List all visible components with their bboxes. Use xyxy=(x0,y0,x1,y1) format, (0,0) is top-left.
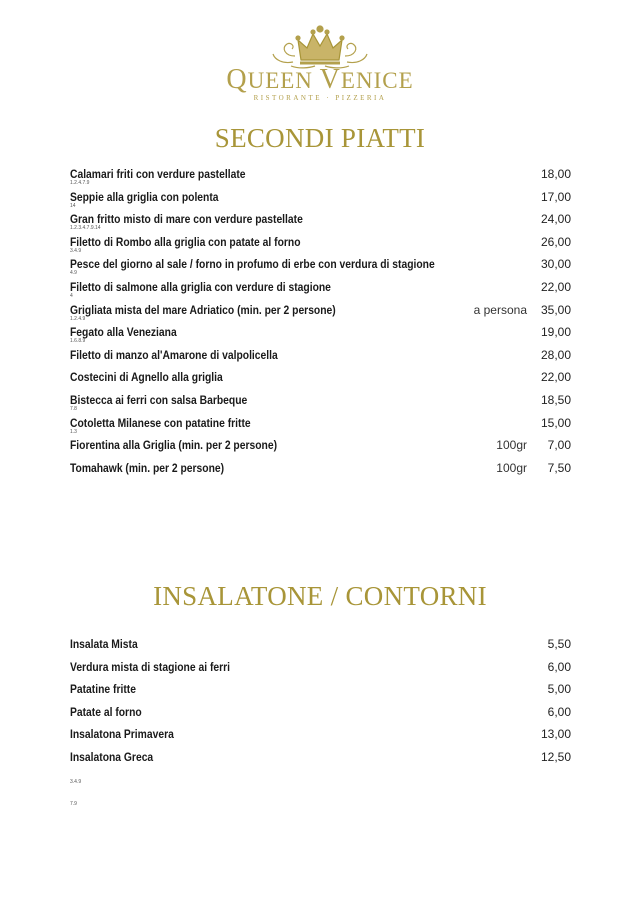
menu-item xyxy=(70,393,571,415)
menu-item-name: Patate al forno xyxy=(70,704,142,719)
brand-subtitle: RISTORANTE · PIZZERIA xyxy=(253,94,387,102)
menu-item-price: 7,50 xyxy=(547,460,571,475)
menu-item-price: 18,50 xyxy=(540,393,571,407)
menu-item-name: Verdura mista di stagione ai ferri xyxy=(70,659,231,674)
menu-item-name: Bistecca ai ferri con salsa Barbeque xyxy=(70,393,248,407)
menu-item-allergens: 1.3 xyxy=(70,428,77,435)
menu-item-unit: a persona xyxy=(473,302,527,317)
menu-item-name: Calamari friti con verdure pastellate xyxy=(70,167,246,181)
menu-item xyxy=(70,257,571,279)
menu-item-name: Fiorentina alla Griglia (min. per 2 persone) xyxy=(70,438,278,453)
menu-item-price: 13,00 xyxy=(540,727,571,742)
menu-item-allergens: 14 xyxy=(70,202,76,209)
logo xyxy=(0,22,640,102)
menu-item-name: Seppie alla griglia con polenta xyxy=(70,189,219,204)
menu-item-name: Pesce del giorno al sale / forno in profumo di erbe con verdura di stagione xyxy=(70,257,435,272)
menu-item xyxy=(70,705,571,727)
menu-item-name: Grigliata mista del mare Adriatico (min. per 2 persone) xyxy=(70,302,336,317)
menu-item-price: 28,00 xyxy=(540,347,571,362)
menu-item xyxy=(70,750,571,772)
menu-item-name: Cotoletta Milanese con patatine fritte xyxy=(70,415,251,430)
menu-item-price: 5,50 xyxy=(547,637,571,651)
menu-item-price: 5,00 xyxy=(547,682,571,697)
menu-item-price: 6,00 xyxy=(547,659,571,674)
menu-item-allergens: 1.2.3.4.7.9.14 xyxy=(70,225,101,232)
menu-item xyxy=(70,325,571,347)
menu-item-price: 6,00 xyxy=(547,704,571,719)
menu-item xyxy=(70,280,571,302)
menu-item-unit: 100gr xyxy=(496,460,527,475)
menu-item-price: 19,00 xyxy=(540,325,571,340)
menu-item xyxy=(70,167,571,189)
menu-item xyxy=(70,660,571,682)
allergen-note: 3.4.9 xyxy=(70,779,82,785)
menu-item-name: Filetto di salmone alla griglia con verdure di stagione xyxy=(70,280,331,294)
menu-item xyxy=(70,303,571,325)
menu-item xyxy=(70,637,571,659)
menu-item-allergens: 4 xyxy=(70,293,73,299)
menu-item-price: 30,00 xyxy=(540,257,571,272)
menu-item xyxy=(70,438,571,460)
menu-item-name: Insalatona Primavera xyxy=(70,727,174,742)
menu-item-name: Filetto di Rombo alla griglia con patate al forno xyxy=(70,234,301,249)
menu-item-name: Insalatona Greca xyxy=(70,750,154,764)
menu-item-name: Tomahawk (min. per 2 persone) xyxy=(70,460,225,475)
menu-item xyxy=(70,370,571,392)
menu-item-price: 12,50 xyxy=(540,750,571,764)
menu-item-name: Costecini di Agnello alla griglia xyxy=(70,370,223,385)
menu-item-allergens: 3.4.9 xyxy=(70,247,82,254)
menu-item-name: Fegato alla Veneziana xyxy=(70,325,177,340)
menu-item-allergens: 7.8 xyxy=(70,406,77,412)
section-title-insalatone-contorni: INSALATONE / CONTORNI xyxy=(153,581,487,611)
menu-item xyxy=(70,461,571,483)
menu-item-name: Gran fritto misto di mare con verdure pastellate xyxy=(70,212,303,227)
menu-item-price: 26,00 xyxy=(540,234,571,249)
section-title-secondi-piatti: SECONDI PIATTI xyxy=(214,123,426,153)
menu-item-price: 35,00 xyxy=(540,302,571,317)
menu-item-allergens: 4.9 xyxy=(70,270,77,277)
menu-item xyxy=(70,190,571,212)
menu-item-unit: 100gr xyxy=(496,438,527,453)
menu-item xyxy=(70,212,571,234)
crown-icon xyxy=(265,22,375,70)
menu-item-name: Filetto di manzo al'Amarone di valpolicella xyxy=(70,347,278,362)
menu-item-allergens: 1.6.8.9 xyxy=(70,338,86,345)
menu-item-price: 17,00 xyxy=(540,189,571,204)
menu-item xyxy=(70,727,571,749)
menu-item xyxy=(70,416,571,438)
menu-item-price: 15,00 xyxy=(540,415,571,430)
menu-item-price: 7,00 xyxy=(547,438,571,453)
menu-item-allergens: 1.2.4.7.9 xyxy=(70,180,90,186)
menu-item xyxy=(70,682,571,704)
menu-item-name: Insalata Mista xyxy=(70,637,138,651)
menu-item-allergens: 1.2.4.9 xyxy=(70,315,86,322)
menu-item-price: 18,00 xyxy=(540,167,571,181)
allergen-note: 7.9 xyxy=(70,801,77,807)
brand-name: QUEEN VENICE xyxy=(226,64,414,95)
menu-item-price: 22,00 xyxy=(540,370,571,385)
menu-item-price: 22,00 xyxy=(540,280,571,294)
menu-item xyxy=(70,235,571,257)
menu-item-name: Patatine fritte xyxy=(70,682,136,697)
menu-item xyxy=(70,348,571,370)
menu-item-price: 24,00 xyxy=(540,212,571,227)
